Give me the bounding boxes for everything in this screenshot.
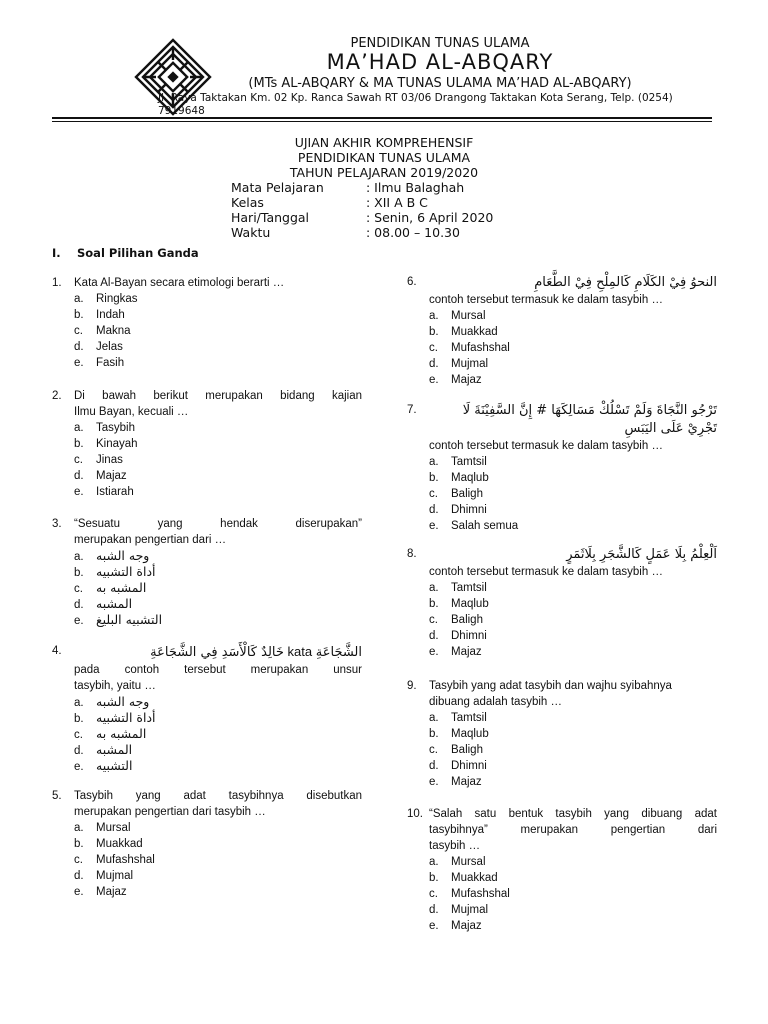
option-letter: e. xyxy=(429,646,439,658)
kata-label: kata xyxy=(287,644,313,659)
option-text: Kinayah xyxy=(96,438,138,450)
option-letter: a. xyxy=(74,697,84,709)
option-list xyxy=(74,694,362,774)
option-letter: a. xyxy=(429,856,439,868)
question-number: 8. xyxy=(407,548,417,560)
question-number: 3. xyxy=(52,518,62,530)
question-text: dibuang adalah tasybih … xyxy=(429,696,562,708)
option-letter: b. xyxy=(429,326,439,338)
option-text: Mufashshal xyxy=(451,342,510,354)
option-text: Mursal xyxy=(451,856,486,868)
question-number: 2. xyxy=(52,390,62,402)
option-text: التشبيه البليغ xyxy=(96,612,163,627)
option-b xyxy=(429,324,717,340)
question-9 xyxy=(407,678,717,790)
option-text: Istiarah xyxy=(96,486,134,498)
option-text: أداة التشبيه xyxy=(96,564,156,579)
option-text: المشبه xyxy=(96,742,133,757)
option-list xyxy=(429,454,717,534)
option-letter: c. xyxy=(74,854,83,866)
option-letter: c. xyxy=(429,342,438,354)
option-d xyxy=(429,628,717,644)
option-letter: c. xyxy=(74,325,83,337)
question-text: Ilmu Bayan, kecuali … xyxy=(74,406,189,418)
option-letter: b. xyxy=(74,838,84,850)
option-e xyxy=(74,484,362,500)
option-c xyxy=(74,323,362,339)
meta-time xyxy=(231,225,460,240)
meta-class xyxy=(231,195,428,210)
option-a xyxy=(74,548,362,564)
option-letter: d. xyxy=(74,341,84,353)
option-d xyxy=(429,356,717,372)
address-line-1: Jl. Raya Taktakan Km. 02 Kp. Ranca Sawah RT 03/06 Drangong Taktakan Kota Serang, Telp. (0254) xyxy=(158,92,673,104)
option-a xyxy=(429,580,717,596)
option-text: المشبه به xyxy=(96,580,147,595)
header-rule-thick xyxy=(52,117,712,119)
option-a xyxy=(74,420,362,436)
option-letter: c. xyxy=(429,888,438,900)
arabic-example: النحوُ فِيْ الكَلَامِ كَالمِلْحِ فِيْ الطَّعَامِ xyxy=(534,275,717,290)
option-text: Dhimni xyxy=(451,504,487,516)
meta-value: : XII A B C xyxy=(366,195,428,210)
option-letter: a. xyxy=(74,422,84,434)
address-line-2: 7919648 xyxy=(158,105,205,117)
option-text: Muakkad xyxy=(451,872,498,884)
option-c xyxy=(74,726,362,742)
arabic-example: اَلْعِلْمُ بِلَا عَمَلٍ كَالشَّجَرِ بِلَاثَمَرٍ xyxy=(566,547,717,562)
option-letter: b. xyxy=(429,598,439,610)
meta-value: : Senin, 6 April 2020 xyxy=(366,210,494,225)
option-list xyxy=(429,710,717,790)
option-c xyxy=(74,852,362,868)
question-7 xyxy=(407,402,717,534)
option-text: Muakkad xyxy=(451,326,498,338)
option-letter: e. xyxy=(74,886,84,898)
option-d xyxy=(429,502,717,518)
option-a xyxy=(429,454,717,470)
option-d xyxy=(74,742,362,758)
question-10 xyxy=(407,806,717,934)
meta-key: Hari/Tanggal xyxy=(231,210,310,225)
arabic-word: الشَّجَاعَةِ xyxy=(315,645,362,660)
school-address xyxy=(158,92,728,118)
option-b xyxy=(74,436,362,452)
option-list xyxy=(429,854,717,934)
option-b xyxy=(74,307,362,323)
question-number: 5. xyxy=(52,790,62,802)
option-list xyxy=(74,820,362,900)
meta-date xyxy=(231,210,493,225)
option-letter: e. xyxy=(74,357,84,369)
option-e xyxy=(74,355,362,371)
option-list xyxy=(429,308,717,388)
option-letter: d. xyxy=(74,870,84,882)
option-d xyxy=(74,596,362,612)
question-text: pada contoh tersebut merupakan unsur xyxy=(74,664,362,676)
option-list xyxy=(74,420,362,500)
option-letter: d. xyxy=(429,630,439,642)
option-text: Baligh xyxy=(451,614,483,626)
question-number: 1. xyxy=(52,277,62,289)
option-text: Tamtsil xyxy=(451,712,487,724)
option-b xyxy=(429,726,717,742)
option-a xyxy=(429,710,717,726)
exam-year: TAHUN PELAJARAN 2019/2020 xyxy=(289,165,479,180)
option-letter: e. xyxy=(74,486,84,498)
org-name: PENDIDIKAN TUNAS ULAMA xyxy=(350,36,530,51)
option-text: Maqlub xyxy=(451,728,489,740)
option-letter: a. xyxy=(429,712,439,724)
option-letter: d. xyxy=(429,504,439,516)
option-d xyxy=(429,758,717,774)
school-subtitle: (MTs AL-ABQARY & MA TUNAS ULAMA MA’HAD AL-ABQARY) xyxy=(248,76,632,91)
option-list xyxy=(74,291,362,371)
option-c xyxy=(429,486,717,502)
option-text: Indah xyxy=(96,309,125,321)
option-c xyxy=(429,742,717,758)
meta-key: Mata Pelajaran xyxy=(231,180,324,195)
question-text: “Salah satu bentuk tasybih yang dibuang adat xyxy=(429,808,717,820)
option-text: Mursal xyxy=(451,310,486,322)
option-text: Mursal xyxy=(96,822,131,834)
option-e xyxy=(74,884,362,900)
question-text: Tasybih yang adat tasybihnya disebutkan xyxy=(74,790,362,802)
option-text: Mujmal xyxy=(96,870,134,882)
exam-institution: PENDIDIKAN TUNAS ULAMA xyxy=(297,150,471,165)
option-text: Tasybih xyxy=(96,422,135,434)
question-number: 9. xyxy=(407,680,417,692)
option-text: Mujmal xyxy=(451,358,489,370)
option-letter: e. xyxy=(429,520,439,532)
question-text: “Sesuatu yang hendak diserupakan” xyxy=(74,518,362,530)
option-text: وجه الشبه xyxy=(96,548,150,563)
question-3 xyxy=(52,516,362,628)
header-rule-thin xyxy=(52,121,712,122)
option-letter: b. xyxy=(429,472,439,484)
option-letter: d. xyxy=(74,599,84,611)
option-letter: a. xyxy=(74,551,84,563)
question-number: 4. xyxy=(52,645,62,657)
option-e xyxy=(429,774,717,790)
option-text: Majaz xyxy=(451,920,482,932)
option-letter: a. xyxy=(429,456,439,468)
question-number: 10. xyxy=(407,808,423,820)
option-letter: e. xyxy=(74,615,84,627)
option-text: Dhimni xyxy=(451,630,487,642)
option-letter: d. xyxy=(74,745,84,757)
option-b xyxy=(429,596,717,612)
option-d xyxy=(74,868,362,884)
option-a xyxy=(429,308,717,324)
option-a xyxy=(429,854,717,870)
section-heading xyxy=(52,246,199,260)
option-letter: a. xyxy=(429,310,439,322)
option-letter: d. xyxy=(429,904,439,916)
option-list xyxy=(429,580,717,660)
option-d xyxy=(429,902,717,918)
option-b xyxy=(74,836,362,852)
question-4 xyxy=(52,643,362,774)
option-letter: c. xyxy=(74,583,83,595)
option-text: Mujmal xyxy=(451,904,489,916)
option-list xyxy=(74,548,362,628)
option-letter: a. xyxy=(74,822,84,834)
meta-value: : Ilmu Balaghah xyxy=(366,180,465,195)
option-e xyxy=(429,644,717,660)
option-text: Dhimni xyxy=(451,760,487,772)
option-letter: e. xyxy=(429,374,439,386)
option-e xyxy=(74,758,362,774)
question-number: 6. xyxy=(407,276,417,288)
option-c xyxy=(74,580,362,596)
option-a xyxy=(74,694,362,710)
option-c xyxy=(429,612,717,628)
meta-subject xyxy=(231,180,464,195)
option-letter: e. xyxy=(74,761,84,773)
option-text: Majaz xyxy=(96,886,127,898)
option-text: Salah semua xyxy=(451,520,519,532)
option-letter: c. xyxy=(429,744,438,756)
option-text: Baligh xyxy=(451,744,483,756)
arabic-example-cont: تَجْرِيْ عَلَى اليَبَسِ xyxy=(624,421,717,436)
exam-title: UJIAN AKHIR KOMPREHENSIF xyxy=(294,135,474,150)
option-c xyxy=(74,452,362,468)
option-text: Majaz xyxy=(451,646,482,658)
option-text: Mufashshal xyxy=(451,888,510,900)
option-e xyxy=(429,372,717,388)
arabic-example: تَرْجُو النَّجَاةَ وَلَمْ تَسْلُكْ مَسَالِكَهَا # إِنَّ السَّفِيْنَةَ لَا xyxy=(462,403,717,418)
option-text: Majaz xyxy=(451,776,482,788)
question-text: merupakan pengertian dari … xyxy=(74,534,227,546)
option-a xyxy=(74,820,362,836)
option-e xyxy=(429,918,717,934)
option-text: Maqlub xyxy=(451,472,489,484)
arabic-example xyxy=(74,643,362,662)
question-text: merupakan pengertian dari tasybih … xyxy=(74,806,266,818)
option-text: Muakkad xyxy=(96,838,143,850)
meta-value: : 08.00 – 10.30 xyxy=(366,225,460,240)
option-letter: b. xyxy=(74,309,84,321)
option-c xyxy=(429,886,717,902)
option-letter: a. xyxy=(74,293,84,305)
question-number: 7. xyxy=(407,404,417,416)
option-text: أداة التشبيه xyxy=(96,710,156,725)
option-b xyxy=(74,564,362,580)
option-letter: c. xyxy=(74,454,83,466)
question-text: tasybihnya” merupakan pengertian dari xyxy=(429,824,717,836)
option-e xyxy=(429,518,717,534)
option-letter: d. xyxy=(429,358,439,370)
option-b xyxy=(429,870,717,886)
question-text: contoh tersebut termasuk ke dalam tasybih … xyxy=(429,440,663,452)
option-letter: b. xyxy=(74,713,84,725)
option-text: التشبيه xyxy=(96,758,133,773)
option-text: Ringkas xyxy=(96,293,138,305)
option-d xyxy=(74,468,362,484)
option-text: Majaz xyxy=(96,470,127,482)
option-text: Tamtsil xyxy=(451,456,487,468)
option-letter: a. xyxy=(429,582,439,594)
question-8 xyxy=(407,546,717,660)
option-text: Makna xyxy=(96,325,131,337)
option-text: المشبه به xyxy=(96,726,147,741)
question-text: tasybih … xyxy=(429,840,481,852)
question-6 xyxy=(407,274,717,388)
option-letter: d. xyxy=(429,760,439,772)
option-b xyxy=(429,470,717,486)
option-letter: e. xyxy=(429,920,439,932)
arabic-sentence: خَالِدٌ كَالْأَسَدِ فِي الشَّجَاعَةِ xyxy=(150,645,284,660)
option-text: Jinas xyxy=(96,454,123,466)
meta-key: Waktu xyxy=(231,225,271,240)
option-letter: c. xyxy=(429,488,438,500)
option-a xyxy=(74,291,362,307)
option-text: Baligh xyxy=(451,488,483,500)
option-e xyxy=(74,612,362,628)
option-text: Tamtsil xyxy=(451,582,487,594)
option-letter: e. xyxy=(429,776,439,788)
option-letter: d. xyxy=(74,470,84,482)
option-text: Mufashshal xyxy=(96,854,155,866)
option-d xyxy=(74,339,362,355)
section-number: I. xyxy=(52,246,61,260)
question-text: Di bawah berikut merupakan bidang kajian xyxy=(74,390,362,402)
option-b xyxy=(74,710,362,726)
option-letter: c. xyxy=(429,614,438,626)
question-text: contoh tersebut termasuk ke dalam tasybih … xyxy=(429,294,663,306)
question-1 xyxy=(52,275,362,371)
option-letter: b. xyxy=(429,872,439,884)
question-text: contoh tersebut termasuk ke dalam tasybih … xyxy=(429,566,663,578)
option-letter: b. xyxy=(74,567,84,579)
option-letter: b. xyxy=(429,728,439,740)
option-text: Jelas xyxy=(96,341,123,353)
option-text: Maqlub xyxy=(451,598,489,610)
option-text: المشبه xyxy=(96,596,133,611)
question-5 xyxy=(52,788,362,900)
meta-key: Kelas xyxy=(231,195,264,210)
option-letter: b. xyxy=(74,438,84,450)
option-text: وجه الشبه xyxy=(96,694,150,709)
question-text: Kata Al-Bayan secara etimologi berarti … xyxy=(74,277,285,289)
question-2 xyxy=(52,388,362,500)
section-title: Soal Pilihan Ganda xyxy=(77,246,199,260)
question-text: Tasybih yang adat tasybih dan wajhu syibahnya xyxy=(429,680,672,692)
option-text: Fasih xyxy=(96,357,125,369)
school-name: MA’HAD AL-ABQARY xyxy=(326,50,554,74)
option-letter: c. xyxy=(74,729,83,741)
option-text: Majaz xyxy=(451,374,482,386)
question-text: tasybih, yaitu … xyxy=(74,680,156,692)
option-c xyxy=(429,340,717,356)
